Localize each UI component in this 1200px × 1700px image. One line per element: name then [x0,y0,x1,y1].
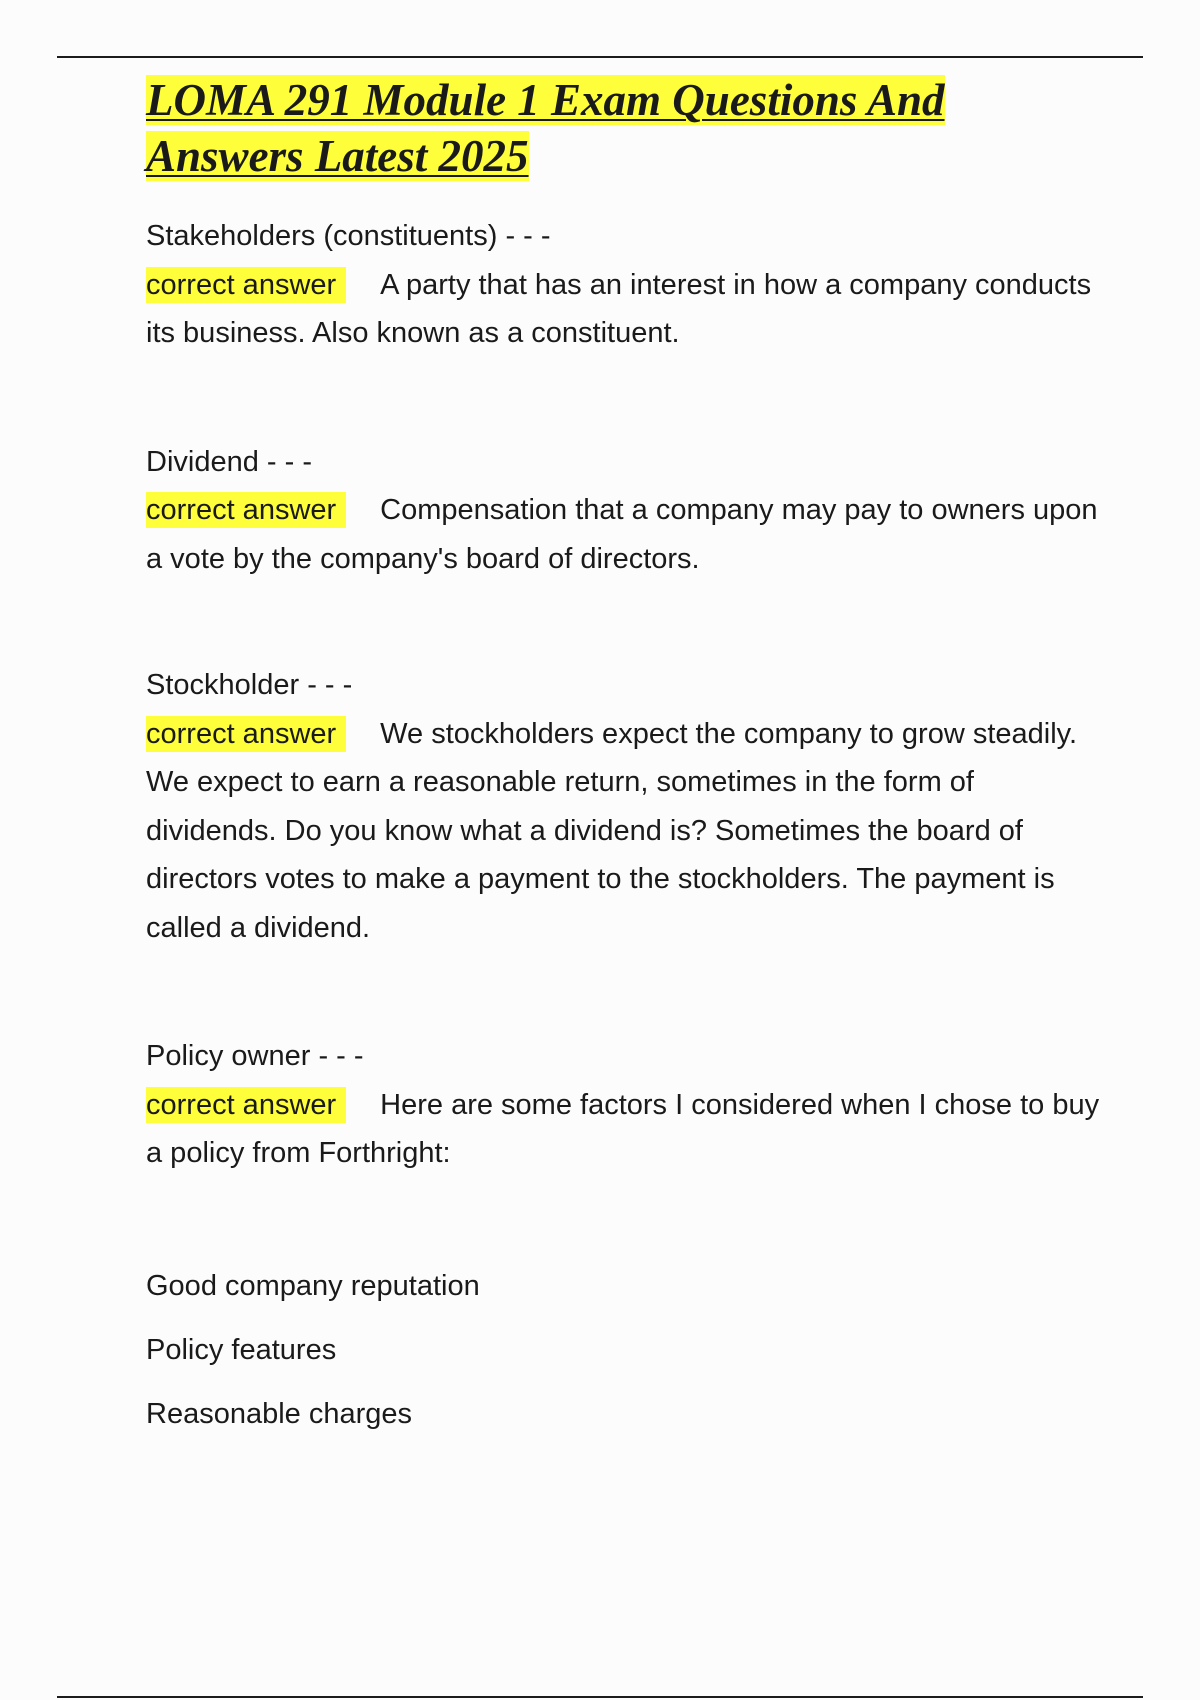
qa-term: Policy owner - - - [146,1040,364,1072]
factor-item: Policy features [146,1333,337,1366]
document-body [146,72,1106,1446]
factor-list [146,1254,1106,1446]
qa-item [146,438,1106,584]
qa-item [146,212,1106,358]
qa-answer: We stockholders expect the company to grow steadily. We expect to earn a reasonable return, sometimes in the form of dividends. Do you know what a dividend is? Sometimes the board of directors votes to make a payment to the stockholders. The payment is called a dividend. [146,717,1078,944]
correct-answer-label: correct answer [146,716,346,752]
qa-item [146,1032,1106,1178]
document-title: LOMA 291 Module 1 Exam Questions And Answers Latest 2025 [146,75,945,181]
correct-answer-label: correct answer [146,492,346,528]
qa-answer: Compensation that a company may pay to owners upon a vote by the company's board of directors. [146,494,1098,575]
qa-term: Stakeholders (constituents) - - - [146,220,551,252]
correct-answer-label: correct answer [146,1087,346,1123]
qa-item [146,661,1106,952]
qa-term: Stockholder - - - [146,669,353,701]
qa-answer: Here are some factors I considered when I chose to buy a policy from Forthright: [146,1088,1100,1169]
factor-item: Reasonable charges [146,1397,413,1430]
qa-answer: A party that has an interest in how a company conducts its business. Also known as a constituent. [146,268,1092,349]
correct-answer-label: correct answer [146,267,346,303]
top-rule [57,56,1143,58]
bottom-rule [57,1696,1143,1698]
qa-term: Dividend - - - [146,445,312,478]
factor-item: Good company reputation [146,1269,480,1302]
